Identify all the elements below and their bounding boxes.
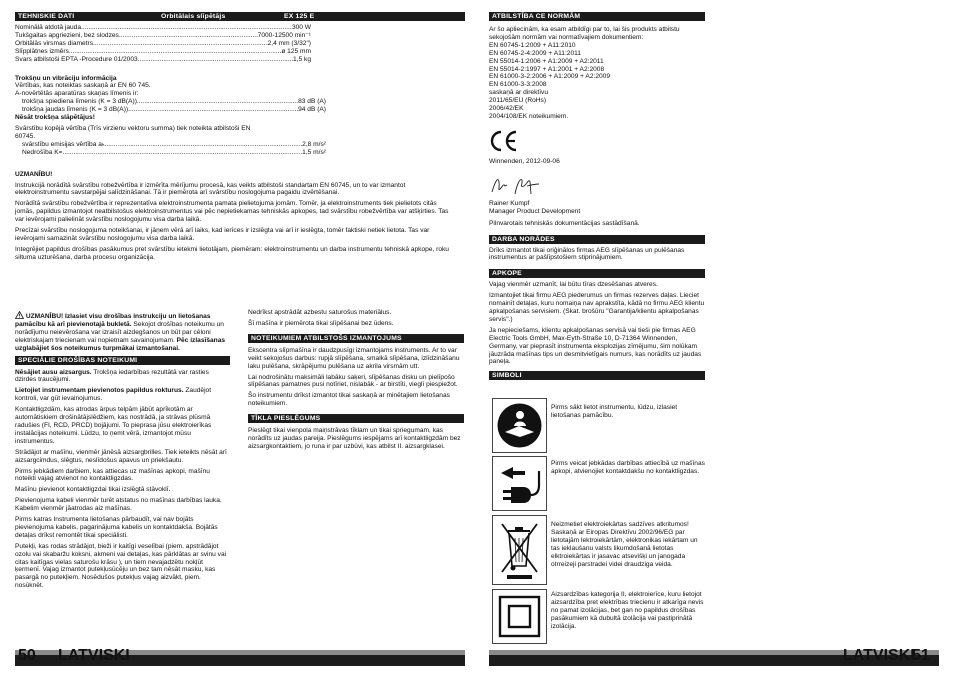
signatory-title: Manager Product Development <box>489 207 581 215</box>
tech-data-product: Orbitālais slīpētājs <box>161 13 226 20</box>
special-rule: Pirms jebkādiem darbiem, kas attiecas uz mašīnas apkopi, mašīnu noteikti vajag atvienot no kontaktligzdas. <box>15 467 210 483</box>
usage-paragraph: Šo instrumentu drīkst izmantot tikai saskaņā ar minētajiem lietošanas noteikumiem. <box>248 392 450 408</box>
maintenance-paragraph: Izmantojiet tikai firmu AEG piederumus un firmas rezerves daļas. Lieciet nomainīt detaļas, kuru nomaiņa nav aprakstīta, kādā no firmu AEG klientu apkalpošanas servisiem. (Skat. brošūru "Garantija/klientu apkalpošanas servis".) <box>489 292 705 323</box>
symbol-text: Aizsardzības kategorija II, elektroierīce, kuru lietojot aizsardzība pret elektrības triecienu ir atkarīga nevis no pamat izolācijas, bet gan no papildus drošības pasākumiem kā dubultā izolācija vai pastiprinātā izolācija. <box>551 591 704 630</box>
noise-section <box>15 75 326 157</box>
left-top-section <box>15 12 465 265</box>
standard-item: saskaņā ar direktīvu <box>489 89 549 97</box>
work-paragraph: Drīks izmantot tikai oriģinālos firmas AEG slīpēšanas un pulēšanas instrumentus ar pašlīpstošiem stiprinājumiem. <box>489 246 685 262</box>
special-rule: Kontaktligzdām, kas atrodas ārpus telpām jābūt aprīkotām ar automātiskiem drošinātājslēdžiem, kas nostrādā, ja strāvas plūsmā radušies (FI, RCD, PRCD) bojājumi. To pieprasa jūsu elektroierīkas instalācijas noteikumi. Lūdzu, to ņemt vērā, izmantojot mūsu instrumentus. <box>15 406 212 445</box>
signatory-name: Rainer Kumpf <box>489 199 530 207</box>
maintenance-paragraph: Vajag vienmēr uzmanīt, lai būtu tīras dzesēšanas atveres. <box>489 281 658 289</box>
spec-list <box>15 24 311 64</box>
attention-paragraph: Integrējiet papildus drošības pasākumus pret svārstību ietekmi lietotājam, piemēram: elektroinstrumentu un darba instrumentu tehniskā apkope, roku siltuma uzturēšana, darba procesu organizācija. <box>15 245 449 261</box>
noise-title: Trokšņu un vibrāciju informācija <box>15 74 117 82</box>
spec-row: Orbitālās virsmas diametrs ..... 2,4 mm (3/32") <box>15 40 311 48</box>
mains-header: TĪKLA PIESLĒGUMS <box>248 414 464 423</box>
special-rule: Mašīnu pievienot kontaktligzdai tikai izslēgtā stāvoklī. <box>15 486 171 494</box>
mains-paragraph: Pieslēgt tikai vienpola maiņstrāvas tīklam un tikai spriegumam, kas norādīts uz jaudas pareija. Pieslēgums iespējams arī kontaktligzdām bez aizsargkontaktiem, jo runa ir par uzbūvi, kas atbilst II. aizsargklasei. <box>248 427 461 450</box>
special-rule: Pievienojuma kabeli vienmēr turēt atstatus no mašīnas darbības lauka. Kabelim vienmēr jāatrodas aiz mašīnas. <box>15 497 222 513</box>
standard-item: 2006/42/EK <box>489 105 524 113</box>
left-footer-language: LATVISKI <box>58 647 130 664</box>
special-rule: Putekļi, kas rodas strādājot, bieži ir kaitīgi veselībai (piem. apstrādājot ozolu vai skabaržu koksni, akmeni vai detaļas, kas pārklātas ar svinu vai citas kaitīgas vielas saturošu krāsu ), un tiem nevajadzētu nokļūt ķermenī. Vajag izmantot putekļusūcēju un bez tam nēsāt masku, kas pasargā no putekļiem. Nosēdušos putekļus vajag aizvākt, piem. nosūknēt. <box>15 542 227 590</box>
left-column-2 <box>248 309 464 454</box>
attention-section <box>15 171 455 262</box>
special-rule: Nēsājiet ausu aizsargus. Trokšņa iedarbības rezultātā var rasties dzirdes traucējumi. <box>15 368 209 384</box>
spec-row: Slīpplātnes izmērs ..... ø 125 mm <box>15 48 311 56</box>
attention-title: UZMANĪBU! <box>15 170 53 178</box>
symbol-text: Pirms veicat jebkādas darbības attiecībā uz mašīnas apkopi, atvienojiet kontaktdakšu no kontaktligzdas. <box>551 460 705 475</box>
place-date: Winnenden, 2012-09-06 <box>489 157 560 165</box>
right-footer-language: LATVISKI <box>843 647 915 664</box>
tech-data-model: EX 125 E <box>284 13 315 20</box>
noise-intro: Vērtības, kas noteiktas saskaņā ar EN 60 745. <box>15 82 151 90</box>
symbol-text: Pirms sākt lietot instrumentu, lūdzu, izlasiet lietošanas pamācību. <box>551 404 678 419</box>
ce-mark-icon <box>489 130 705 152</box>
standard-item: EN 61000-3-2:2006 + A1:2009 + A2:2009 <box>489 73 610 81</box>
read-manual-icon <box>492 398 547 453</box>
conformity-header: ATBILSTĪBA CE NORMĀM <box>489 12 705 21</box>
maintenance-header: APKOPE <box>489 269 705 278</box>
standard-item: 2011/65/EU (RoHs) <box>489 97 547 105</box>
dry-sanding-note: Šī mašīna ir piemērota tikai slīpēšanai bez ūdens. <box>248 319 394 327</box>
usage-paragraph: Ekscentra slīpmašīna ir daudzpusīgi izmantojams instruments. Ar to var veikt sekojošus darbus: rupjā slīpēšana, smalkā slīpēšana, izlīdzināšanu laku pulēšana, skrāpējumu pulēšana uz akrila virsmām utt. <box>248 346 460 370</box>
standard-item: EN 61000-3-3:2008 <box>489 81 547 89</box>
right-column <box>489 12 705 380</box>
asbestos-note: Nedrīkst apstrādāt azbestu saturošus materiālus. <box>248 309 392 316</box>
usage-header: NOTEIKUMIEM ATBILSTOŠS IZMANTOJUMS <box>248 334 464 343</box>
noise-row: trokšņa jaudas līmenis (K = 3 dB(A)) ..... 94 dB (A) <box>15 106 326 114</box>
tech-data-title: TEHNISKIE DATI <box>18 13 75 20</box>
warning-triangle-icon <box>15 311 24 319</box>
spec-row: Tukšgaitas apgriezieni, bez slodzes ..... 7000-12500 min⁻¹ <box>15 32 311 40</box>
standard-item: EN 60745-1:2009 + A11:2010 <box>489 41 576 49</box>
tech-data-header <box>15 12 465 21</box>
left-page-number: 50 <box>18 647 36 664</box>
special-rule: Strādājot ar mašīnu, vienmēr jānēsā aizsargbrilles. Tiek ieteikts nēsāt arī aizsargcimdus, slēgtus, neslīdošus apavus un priekšautu. <box>15 448 227 464</box>
attention-paragraph: Instrukcijā norādītā svārstību robežvērtība ir izmērīta mērījumu procesā, kas veikts atbilstoši standartam EN 60745, un to var izmantot elektroinstrumentu savstarpējai salīdzināšanai. Tā ir piemērota arī svārstību noslogojuma pagaidu izvērtēšanai. <box>15 181 406 197</box>
right-page-number: 51 <box>912 647 930 664</box>
safety-warning: UZMANĪBU! Izlasiet visu drošības instrukciju un lietošanas pamācību kā arī pievienotajā bukletā. Sekojot drošības noteikumu un norādījumu neievērošana var izraisīt aizdegšanos un būt par cēloni elektriskajam triecienam vai nopietnam savainojumam. Pēc izlasīšanas uzglabājiet šos noteikumus turpmākai izmantošanai. <box>15 313 226 352</box>
unplug-icon <box>492 456 547 511</box>
attention-paragraph: Norādītā svārstību robežvērtība ir reprezentatīva elektroinstrumenta pamata pielietojuma jomām. Tomēr, ja elektroinstruments tiek pielietots citās jomās, papildus izmantojot neatbilstošus elektroinstrumentus vai pēc nepietiekamas tehniskās apkopes, tad svārstību robežvērtība var atšķirties. Tas var ievērojami palielināt svārstību noslogojumu visa darba laikā. <box>15 200 449 224</box>
usage-paragraph: Lai nodrošinātu maksimāli labāku saķeri, slīpēšanas disku un pielīpošo slīpēšanas pamatnes pusi notīriet, nislabāk - ar birstīti, vieglī piespiežot. <box>248 373 458 389</box>
noise-row: trokšņa spiediena līmenis (K = 3 dB(A)) ..... 83 dB (A) <box>15 98 326 106</box>
standard-item: 2004/108/EK noteikumiem. <box>489 112 569 120</box>
symbols-header: SIMBOLI <box>489 371 705 380</box>
symbol-text: Neizmetiet elektroiekārtas sadzīves atkritumos! Saskaņā ar Eiropas Direktīvu 2002/96/EG par lietotajām lektroiekārtām, elektronikas iekārtam un tas ieklaušanu valsts likumdošanā lietotas elktroiekārtas ir jasavac atsevišķi un janogada otrreizeji parstradei videi draudziga veida. <box>551 521 698 568</box>
standard-item: EN 55014-1:2006 + A1:2009 + A2:2011 <box>489 57 604 65</box>
work-header: DARBA NORĀDES <box>489 235 705 244</box>
noise-intro: A-novērtētās aparatūras skaņas līmenis ir: <box>15 90 139 98</box>
left-column-1 <box>15 311 230 593</box>
vibration-row: Nedrošība K= ..... 1,5 m/s² <box>15 149 326 157</box>
spec-row: Svars atbilstoši EPTA -Procedure 01/2003 ..... 1,5 kg <box>15 56 311 64</box>
maintenance-paragraph: Ja nepieciešams, klientu apkalpošanas servisā vai tieši pie firmas AEG Electric Tools GmbH, Max-Eyth-Straße 10, D-71364 Winnenden, Germany, var pieprasīt instrumenta eksplozijas zīmējumu, šim nolūkam jāuzrāda mašīnas tips un desmitvietīgais numurs, kas norādīts uz jaudas paneļa. <box>489 326 702 366</box>
conformity-intro: Ar šo apliecinām, ka esam atbildīgi par to, lai šis produkts atbilstu sekojošām normām vai normatīvajiem dokumentiem: <box>489 26 680 41</box>
special-rule: Lietojiet instrumentam pievienotos papildus rokturus. Zaudējot kontroli, var gūt ievainojumus. <box>15 387 212 403</box>
standards-list <box>489 42 705 121</box>
signature <box>489 172 705 200</box>
standard-item: EN 60745-2-4:2009 + A11:2011 <box>489 49 581 57</box>
ear-protection-note: Nēsāt trokšņa slāpētājus! <box>15 114 95 122</box>
spec-row: Nominālā atdotā jauda ..... 300 W <box>15 24 311 32</box>
special-rule: Pirms katras Instrumenta lietošanas pārbaudīt, vai nav bojāts pievienojuma kabelis, pagarinājuma kabelis un kontaktdakša. Bojātās detaļas drīkst remontēt tikai speciālisti. <box>15 516 218 539</box>
vibration-row: svārstību emisijas vērtība aₕ ..... 2,8 m/s² <box>15 141 326 149</box>
special-rules-header: SPECIĀLIE DROŠĪBAS NOTEIKUMI <box>15 356 230 365</box>
authorized-person: Pilnvarotais tehniskās dokumentācijas sastādīšanā. <box>489 219 640 227</box>
attention-paragraph: Precīzai svārstību noslogojuma noteikšanai, ir jāņem vērā arī laiks, kad ierīces ir izslēgta vai arī ir ieslēgta, tomēr faktiski netiek lietota. Tas var ievērojami samazināt svārstību noslogojumu visa darba laikā. <box>15 227 430 242</box>
standard-item: EN 55014-2:1997 + A1:2001 + A2:2008 <box>489 65 605 73</box>
class-ii-icon <box>492 589 547 644</box>
vibration-intro: Svārstību kopējā vērtība (Trīs virzienu vektoru summa) tiek noteikta atbilstoši EN 60745. <box>15 124 251 140</box>
weee-bin-icon <box>492 515 547 585</box>
